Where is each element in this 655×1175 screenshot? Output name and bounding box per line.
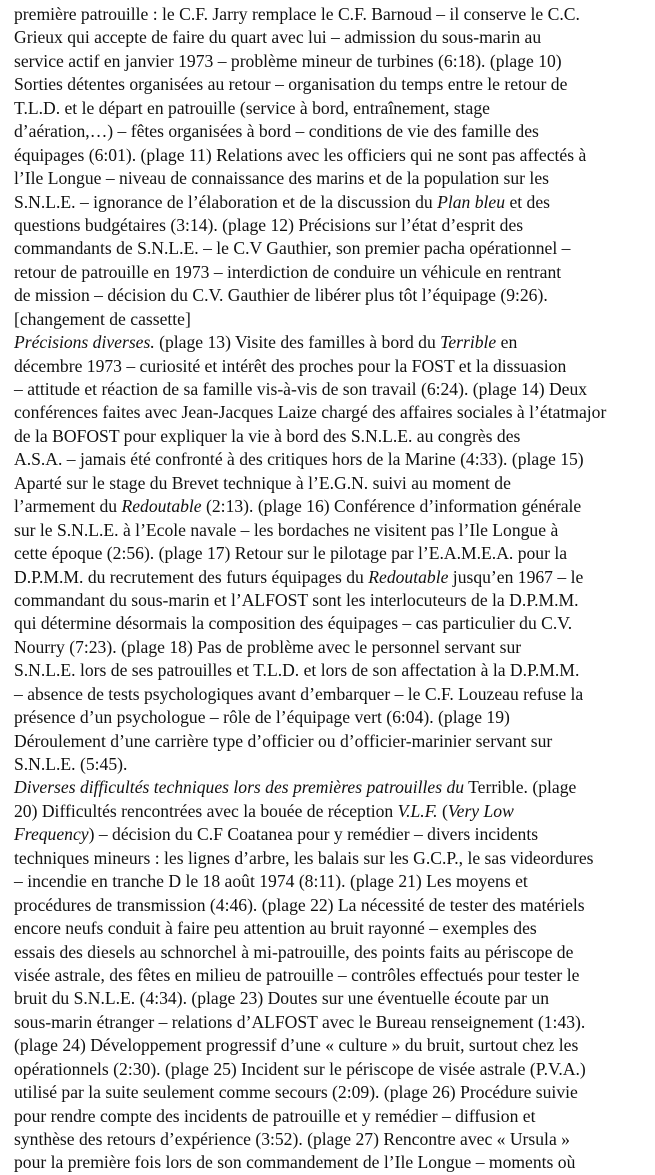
text-span: (2:13). (plage 16) Conférence d’information générale [201, 496, 582, 517]
text-line [14, 331, 655, 354]
text-line [14, 1011, 655, 1034]
italic-text: Redoutable [368, 566, 449, 587]
text-span: pour rendre compte des incidents de patrouille et y remédier – diffusion et [14, 1105, 536, 1126]
text-line [14, 26, 655, 49]
italic-text: V.L.F. [397, 800, 438, 821]
text-span: Sorties détentes organisées au retour – organisation du temps entre le retour de [14, 74, 568, 95]
text-span: T.L.D. et le départ en patrouille (service à bord, entraînement, stage [14, 97, 490, 118]
text-line [14, 355, 655, 378]
text-span: S.N.L.E. (5:45). [14, 754, 128, 774]
italic-text: Frequency [14, 824, 89, 845]
text-span: A.S.A. – jamais été confronté à des critiques hors de la Marine (4:33). (plage 15) [14, 449, 584, 470]
text-span: ) – décision du C.F Coatanea pour y remédier – divers incidents [88, 824, 539, 845]
text-span: procédures de transmission (4:46). (plage 22) La nécessité de tester des matériels [14, 894, 585, 915]
text-line [14, 636, 655, 659]
text-span: commandant du sous-marin et l’ALFOST sont les interlocuteurs de la D.P.M.M. [14, 589, 579, 610]
text-line [14, 73, 655, 96]
text-span: de la BOFOST pour expliquer la vie à bord des S.N.L.E. au congrès des [14, 425, 521, 446]
text-span: équipages (6:01). (plage 11) Relations avec les officiers qui ne sont pas affectés à [14, 144, 587, 165]
text-span: l’Ile Longue – niveau de connaissance des marins et de la population sur les [14, 168, 549, 189]
text-span: et des [505, 191, 550, 212]
text-span: visée astrale, des fêtes en milieu de patrouille – contrôles effectués pour tester le [14, 964, 580, 985]
text-line [14, 144, 655, 167]
text-line [14, 237, 655, 260]
text-span: service actif en janvier 1973 – problème mineur de turbines (6:18). (plage 10) [14, 50, 562, 71]
text-line [14, 1128, 655, 1151]
text-line [14, 800, 655, 823]
text-line [14, 706, 655, 729]
text-line [14, 589, 655, 612]
text-span: – incendie en tranche D le 18 août 1974 (8:11). (plage 21) Les moyens et [14, 871, 528, 892]
text-span: d’aération,…) – fêtes organisées à bord – conditions de vie des famille des [14, 121, 539, 142]
text-line [14, 987, 655, 1010]
text-span: (plage 13) Visite des familles à bord du [154, 332, 441, 353]
text-line [14, 448, 655, 471]
text-span: retour de patrouille en 1973 – interdiction de conduire un véhicule en rentrant [14, 261, 562, 282]
text-line [14, 167, 655, 190]
text-line [14, 3, 655, 26]
text-span: en [496, 332, 518, 353]
text-line [14, 261, 655, 284]
text-line [14, 776, 655, 799]
text-line [14, 1105, 655, 1128]
text-line [14, 941, 655, 964]
text-span: opérationnels (2:30). (plage 25) Incident sur le périscope de visée astrale (P.V.A.) [14, 1058, 586, 1079]
text-line [14, 378, 655, 401]
italic-text: Terrible [440, 332, 497, 353]
text-line [14, 917, 655, 940]
text-span: pour la première fois lors de son commandement de l’Ile Longue – moments où [14, 1152, 576, 1173]
text-span: l’armement du [14, 496, 122, 517]
text-line [14, 683, 655, 706]
text-span: Déroulement d’une carrière type d’officier ou d’officier-marinier servant sur [14, 730, 553, 751]
italic-text: Very Low [447, 800, 514, 821]
text-line [14, 964, 655, 987]
text-line [14, 847, 655, 870]
text-span: Nourry (7:23). (plage 18) Pas de problème avec le personnel servant sur [14, 636, 522, 657]
text-span: questions budgétaires (3:14). (plage 12) Précisions sur l’état d’esprit des [14, 214, 524, 235]
text-span: encore neufs conduit à faire peu attention au bruit rayonné – exemples des [14, 918, 537, 939]
text-span: [changement de cassette] [14, 308, 191, 329]
text-line [14, 120, 655, 143]
italic-text: Précisions diverses. [14, 332, 155, 353]
text-line [14, 753, 655, 776]
text-line [14, 97, 655, 120]
text-span: utilisé par la suite seulement comme secours (2:09). (plage 26) Procédure suivie [14, 1082, 578, 1103]
text-span: sur le S.N.L.E. à l’Ecole navale – les bordaches ne visitent pas l’Ile Longue à [14, 519, 559, 540]
text-line [14, 823, 655, 846]
text-line [14, 612, 655, 635]
text-span: Terrible. (plage [464, 777, 577, 798]
text-line [14, 308, 655, 331]
text-span: présence d’un psychologue – rôle de l’équipage vert (6:04). (plage 19) [14, 707, 510, 728]
text-span: Grieux qui accepte de faire du quart avec lui – admission du sous-marin au [14, 27, 542, 48]
text-line [14, 1034, 655, 1057]
text-span: conférences faites avec Jean-Jacques Laize chargé des affaires sociales à l’étatmajor [14, 402, 607, 423]
text-line [14, 401, 655, 424]
text-span: qui détermine désormais la composition des équipages – cas particulier du C.V. [14, 613, 573, 634]
text-span: première patrouille : le C.F. Jarry remplace le C.F. Barnoud – il conserve le C.C. [14, 4, 580, 24]
text-line [14, 894, 655, 917]
text-span: sous-marin étranger – relations d’ALFOST avec le Bureau renseignement (1:43). [14, 1011, 586, 1032]
text-line [14, 472, 655, 495]
text-line [14, 191, 655, 214]
text-line [14, 495, 655, 518]
text-span: décembre 1973 – curiosité et intérêt des proches pour la FOST et la dissuasion [14, 355, 567, 376]
text-line [14, 214, 655, 237]
document-body [14, 3, 655, 1175]
text-line [14, 50, 655, 73]
text-span: S.N.L.E. – ignorance de l’élaboration et de la discussion du [14, 191, 438, 212]
text-span: Aparté sur le stage du Brevet technique à l’E.G.N. suivi au moment de [14, 472, 511, 493]
text-line [14, 284, 655, 307]
italic-text: Plan bleu [437, 191, 506, 212]
text-span: bruit du S.N.L.E. (4:34). (plage 23) Doutes sur une éventuelle écoute par un [14, 988, 549, 1009]
text-line [14, 542, 655, 565]
text-line [14, 730, 655, 753]
text-span: D.P.M.M. du recrutement des futurs équipages du [14, 566, 369, 587]
text-span: cette époque (2:56). (plage 17) Retour sur le pilotage par l’E.A.M.E.A. pour la [14, 543, 568, 564]
text-line [14, 870, 655, 893]
text-span: 20) Difficultés rencontrées avec la bouée de réception [14, 800, 398, 821]
text-line [14, 1058, 655, 1081]
text-span: S.N.L.E. lors de ses patrouilles et T.L.D. et lors de son affectation à la D.P.M.M. [14, 660, 580, 681]
italic-text: Diverses difficultés techniques lors des premières patrouilles du [14, 777, 465, 798]
text-span: ( [437, 800, 448, 821]
text-span: synthèse des retours d’expérience (3:52). (plage 27) Rencontre avec « Ursula » [14, 1129, 570, 1149]
text-span: – attitude et réaction de sa famille vis-à-vis de son travail (6:24). (plage 14) Deux [14, 379, 588, 399]
text-line [14, 659, 655, 682]
text-line [14, 1151, 655, 1174]
text-span: de mission – décision du C.V. Gauthier de libérer plus tôt l’équipage (9:26). [14, 285, 548, 306]
text-span: jusqu’en 1967 – le [448, 566, 584, 587]
text-line [14, 1081, 655, 1104]
text-span: (plage 24) Développement progressif d’une « culture » du bruit, surtout chez les [14, 1035, 579, 1056]
text-span: techniques mineurs : les lignes d’arbre, les balais sur les G.C.P., le sas videordures [14, 847, 594, 868]
text-span: essais des diesels au schnorchel à mi-patrouille, des points faits au périscope de [14, 941, 574, 962]
text-span: – absence de tests psychologiques avant d’embarquer – le C.F. Louzeau refuse la [14, 683, 584, 704]
text-span: commandants de S.N.L.E. – le C.V Gauthier, son premier pacha opérationnel – [14, 238, 571, 259]
text-line [14, 425, 655, 448]
italic-text: Redoutable [121, 496, 202, 517]
text-line [14, 566, 655, 589]
text-line [14, 519, 655, 542]
